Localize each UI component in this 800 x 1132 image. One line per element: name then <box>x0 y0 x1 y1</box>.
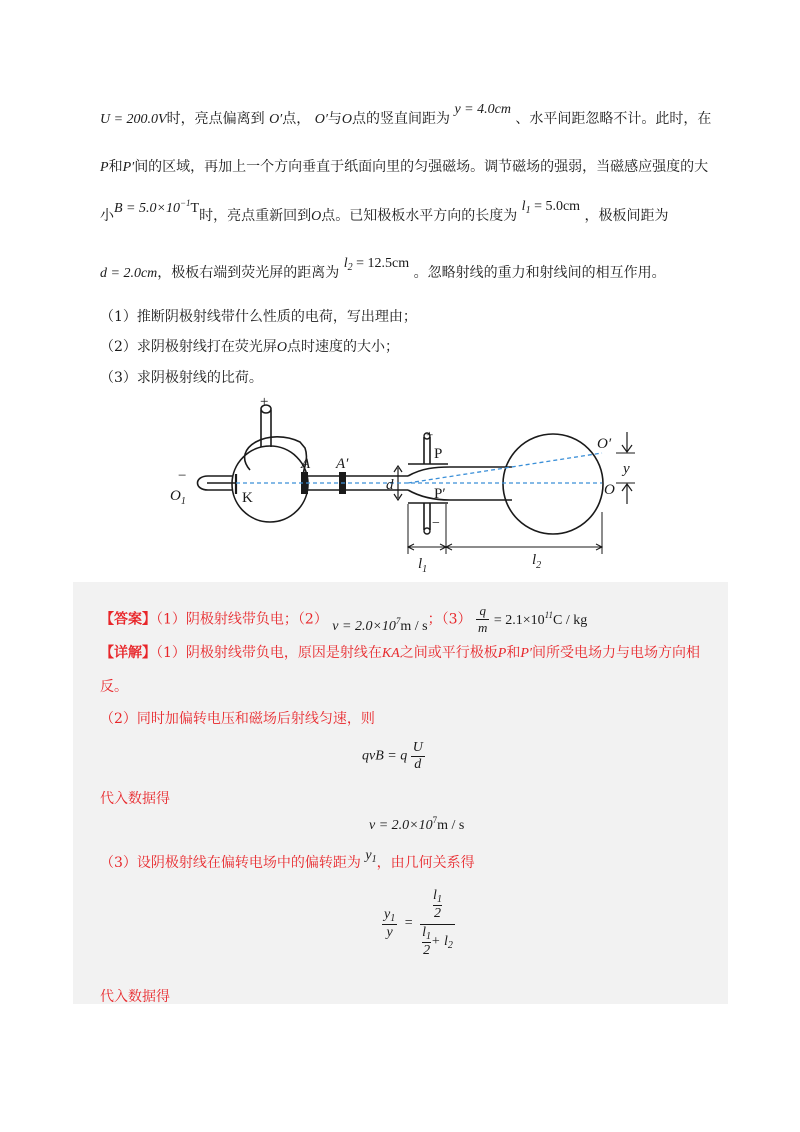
label-p: P <box>434 446 443 462</box>
detail-line-2: （2）同时加偏转电压和磁场后射线匀速，则 <box>100 711 375 727</box>
label-p-plus: + <box>426 427 434 442</box>
equation-2: $v = 2.0\times 10^7m / s$ <box>369 815 465 833</box>
detail-line-1b: 反。 <box>100 679 128 695</box>
substitute-1: 代入数据得 <box>100 791 170 807</box>
plus-terminal: + <box>260 394 269 410</box>
label-a: A <box>301 456 311 472</box>
question-2: （2）求阴极射线打在荧光屏O点时速度的大小； <box>100 339 400 355</box>
label-y: y <box>623 461 630 477</box>
label-p-minus: − <box>432 516 440 531</box>
answer-label: 【答案】 <box>100 611 156 628</box>
problem-line-4: d = 2.0cm，极板右端到荧光屏的距离为 $l_2 = 12.5cm$ 。忽略射线的重力和射线间的相互作用。 <box>100 256 666 281</box>
equation-3: $\frac{y_1}{y}$ = $\frac{l_1}{2}$ $\frac{l_1}{2}$ + $l_2$ <box>384 888 453 958</box>
detail-line-1: 【详解】（1）阴极射线带负电，原因是射线在KA之间或平行极板P和P′间所受电场力与电场方向相 <box>100 645 700 661</box>
problem-line-1: U = 200.0V时，亮点偏离到 O′点， O′与O点的竖直间距为 y = 4.0cm 、水平间距忽略不计。此时，在 <box>100 102 712 127</box>
label-o-prime: O′ <box>597 436 612 452</box>
detail-label: 【详解】 <box>100 645 156 661</box>
label-l2: $l_2$ <box>532 552 542 571</box>
answer-line: 【答案】（1）阴极射线带负电；（2） $v = 2.0\times 10^7m / s$；（3） $\frac{q}{m}$ = $2.1\times 10^{11}C$ / kg <box>100 603 588 635</box>
equation-1: qvB = q $\frac{U}{d}$ <box>362 740 423 772</box>
y-value: y = 4.0cm <box>454 102 511 117</box>
label-k: K <box>242 490 253 506</box>
u-value: U = 200.0V <box>100 112 167 127</box>
label-d: d <box>386 477 394 493</box>
minus-terminal: − <box>178 468 187 484</box>
label-p-prime: P′ <box>434 486 446 502</box>
cathode-ray-tube-diagram <box>160 392 640 582</box>
label-l1: $l_1$ <box>418 556 428 575</box>
label-a-prime: A′ <box>336 456 349 472</box>
question-1: （1）推断阴极射线带什么性质的电荷，写出理由； <box>100 309 417 325</box>
question-3: （3）求阴极射线的比荷。 <box>100 370 263 386</box>
l2-value: $l_2 = 12.5cm$ <box>343 256 410 273</box>
substitute-2: 代入数据得 <box>100 989 170 1005</box>
detail-line-3: （3）设阴极射线在偏转电场中的偏转距为 $y_1$，由几何关系得 <box>100 848 475 871</box>
l1-value: $l_1 = 5.0cm$ <box>521 199 581 216</box>
label-o: O <box>604 482 615 498</box>
problem-line-3: 小$B = 5.0\times 10^{-1}T$时，亮点重新回到O点。已知极板水平方向的长度为 $l_1 = 5.0cm$ ，极板间距为 <box>100 198 669 224</box>
b-value: $B = 5.0\times 10^{-1}T$ <box>114 198 200 216</box>
problem-line-2: P和P′间的区域，再加上一个方向垂直于纸面向里的匀强磁场。调节磁场的强弱，当磁感应强度的大 <box>100 159 709 175</box>
plate-p-prime <box>408 503 448 530</box>
d-value: d = 2.0cm <box>100 266 158 281</box>
label-o1: $O_1$ <box>170 488 186 507</box>
